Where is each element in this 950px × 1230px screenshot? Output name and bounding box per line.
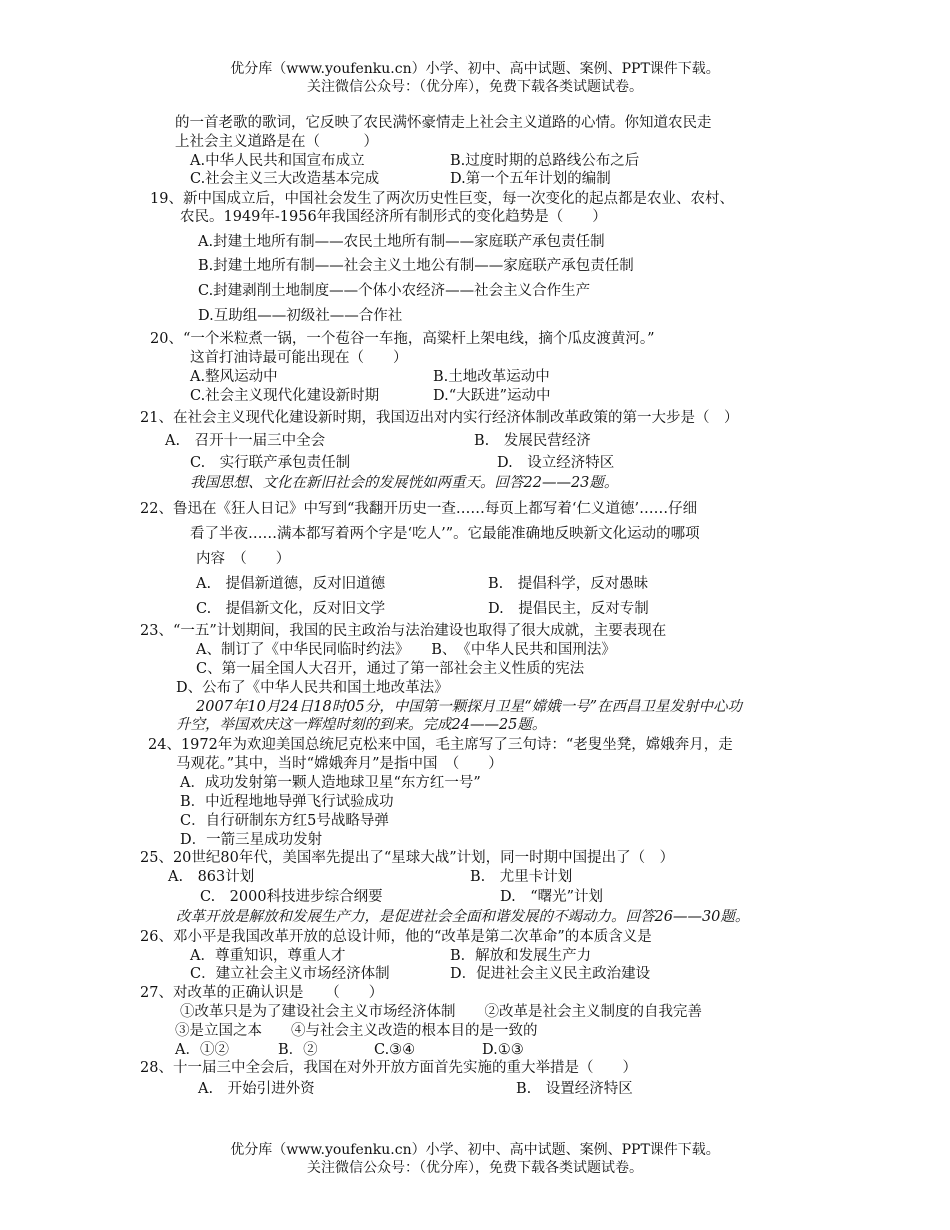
q22-option-a: A. 提倡新道德，反对旧道德 <box>196 576 386 592</box>
q18-option-d: D.第一个五年计划的编制 <box>450 171 611 187</box>
section-intro-26-30: 改革开放是解放和发展生产力，是促进社会全面和谐发展的不竭动力。回答26——30题。 <box>176 909 750 925</box>
q22-stem-1: 22、鲁迅在《狂人日记》中写到“我翻开历史一查……每页上都写着‘仁义道德’……仔细 <box>140 501 698 517</box>
section2-line-1: 2007年10月24日18时05分，中国第一颗探月卫星“嫦娥一号”在西昌卫星发射中心功 <box>196 699 743 715</box>
q21-option-a: A. 召开十一届三中全会 <box>165 433 326 449</box>
q22-option-c: C. 提倡新文化，反对旧文学 <box>196 601 386 617</box>
q26-option-b: B．解放和发展生产力 <box>450 948 592 964</box>
q24-stem-2: 马观花。”其中，当时“嫦娥奔月”是指中国 （ ） <box>176 756 503 772</box>
q24-option-b: B．中近程地地导弹飞行试验成功 <box>180 794 394 810</box>
q21-option-c: C. 实行联产承包责任制 <box>190 455 351 471</box>
q20-option-b: B.土地改革运动中 <box>433 369 550 385</box>
header-line-2: 关注微信公众号：（优分库），免费下载各类试题试卷。 <box>307 79 643 95</box>
q20-option-a: A.整风运动中 <box>190 369 278 385</box>
q28-option-b: B. 设置经济特区 <box>516 1081 633 1097</box>
q25-option-b: B. 尤里卡计划 <box>470 869 573 885</box>
q19-option-b: B.封建土地所有制——社会主义土地公有制——家庭联产承包责任制 <box>198 258 634 274</box>
q25-option-d: D. “曙光”计划 <box>500 889 604 905</box>
q18-stem-2: 上社会主义道路是在（ ） <box>175 134 378 150</box>
q22-option-d: D. 提倡民主，反对专制 <box>488 601 649 617</box>
footer-line-1: 优分库（www.youfenku.cn）小学、初中、高中试题、案例、PPT课件下载。 <box>230 1142 720 1158</box>
q19-option-a: A.封建土地所有制——农民土地所有制——家庭联产承包责任制 <box>198 234 605 250</box>
q26-option-a: A．尊重知识，尊重人才 <box>190 948 346 964</box>
q18-option-a: A.中华人民共和国宣布成立 <box>190 153 365 169</box>
q23-stem: 23、“一五”计划期间，我国的民主政治与法治建设也取得了很大成就，主要表现在 <box>140 623 667 639</box>
q23-option-d: D、公布了《中华人民共和国土地改革法》 <box>176 680 449 696</box>
q24-option-d: D．一箭三星成功发射 <box>180 832 323 848</box>
q26-option-c: C．建立社会主义市场经济体制 <box>190 966 390 982</box>
q27-stem: 27、对改革的正确认识是 （ ） <box>140 985 384 1001</box>
q24-option-c: C．自行研制东方红5号战略导弹 <box>180 813 389 829</box>
q24-option-a: A．成功发射第一颗人造地球卫星“东方红一号” <box>180 775 481 791</box>
q21-stem: 21、在社会主义现代化建设新时期，我国迈出对内实行经济体制改革政策的第一大步是（ ） <box>140 410 739 426</box>
q20-stem-1: 20、“一个米粒煮一锅，一个苞谷一车拖，高粱杆上架电线，摘个瓜皮渡黄河。” <box>150 331 655 347</box>
q19-option-c: C.封建剥削土地制度——个体小农经济——社会主义合作生产 <box>198 283 591 299</box>
q27-option-c: C.③④ <box>374 1042 416 1058</box>
q28-option-a: A. 开始引进外资 <box>198 1081 315 1097</box>
q27-statements-2: ③是立国之本 ④与社会主义改造的根本目的是一致的 <box>175 1023 538 1039</box>
footer-line-2: 关注微信公众号：（优分库），免费下载各类试题试卷。 <box>307 1160 643 1176</box>
q22-stem-3: 内容 （ ） <box>196 551 291 567</box>
q23-option-c: C、第一届全国人大召开，通过了第一部社会主义性质的宪法 <box>196 661 585 677</box>
q18-option-c: C.社会主义三大改造基本完成 <box>190 171 380 187</box>
q20-option-d: D.“大跃进”运动中 <box>433 388 551 404</box>
q26-option-d: D．促进社会主义民主政治建设 <box>450 966 651 982</box>
q25-option-a: A. 863计划 <box>168 869 255 885</box>
header-line-1: 优分库（www.youfenku.cn）小学、初中、高中试题、案例、PPT课件下载。 <box>230 61 720 77</box>
q27-option-d: D.①③ <box>482 1042 524 1058</box>
section-intro-22-23: 我国思想、文化在新旧社会的发展恍如两重天。回答22——23题。 <box>190 475 619 491</box>
q25-stem: 25、20世纪80年代，美国率先提出了“星球大战”计划，同一时期中国提出了（ ） <box>140 850 675 866</box>
q20-stem-2: 这首打油诗最可能出现在（ ） <box>190 350 408 366</box>
q27-option-a: A．①② <box>175 1042 229 1058</box>
q22-option-b: B. 提倡科学，反对愚昧 <box>488 576 649 592</box>
q27-option-b: B．② <box>278 1042 318 1058</box>
q23-options-ab: A、制订了《中华民同临时约法》 B、 《中华人民共和国刑法》 <box>196 642 616 658</box>
q19-stem-1: 19、新中国成立后，中国社会发生了两次历史性巨变，每一次变化的起点都是农业、农村、 <box>150 191 734 207</box>
q28-stem: 28、十一届三中全会后，我国在对外开放方面首先实施的重大举措是（ ） <box>140 1060 637 1076</box>
q22-stem-2: 看了半夜……满本都写着两个字是‘吃人’”。它最能准确地反映新文化运动的哪项 <box>190 526 700 542</box>
q24-stem-1: 24、1972年为欢迎美国总统尼克松来中国，毛主席写了三句诗：“老叟坐凳，嫦娥奔月，走 <box>148 737 733 753</box>
q18-option-b: B.过度时期的总路线公布之后 <box>450 153 640 169</box>
q20-option-c: C.社会主义现代化建设新时期 <box>190 388 380 404</box>
q26-stem: 26、邓小平是我国改革开放的总设计师，他的“改革是第二次革命”的本质含义是 <box>140 929 652 945</box>
section2-line-2: 升空，举国欢庆这一辉煌时刻的到来。完成24——25题。 <box>176 717 547 733</box>
q25-option-c: C. 2000科技进步综合纲要 <box>200 889 383 905</box>
q18-stem-1: 的一首老歌的歌词，它反映了农民满怀豪情走上社会主义道路的心情。你知道农民走 <box>175 115 712 131</box>
q21-option-b: B. 发展民营经济 <box>474 433 591 449</box>
q27-statements-1: ①改革只是为了建设社会主义市场经济体制 ②改革是社会主义制度的自我完善 <box>180 1004 702 1020</box>
q21-option-d: D. 设立经济特区 <box>497 455 615 471</box>
q19-option-d: D.互助组——初级社——合作社 <box>198 308 403 324</box>
q19-stem-2: 农民。1949年-1956年我国经济所有制形式的变化趋势是（ ） <box>180 209 607 225</box>
